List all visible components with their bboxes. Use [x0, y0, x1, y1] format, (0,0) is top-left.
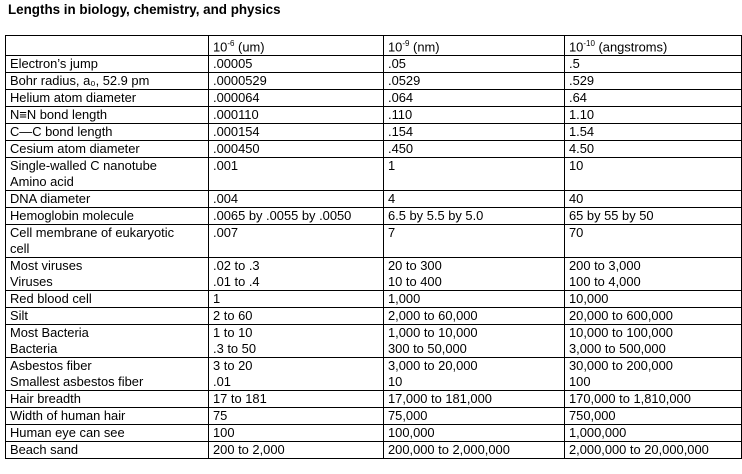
- cell-text: .02 to .3: [213, 258, 260, 274]
- cell-text: 65 by 55 by 50: [569, 208, 654, 224]
- nanometer-cell: [384, 358, 565, 391]
- nanometer-cell: [384, 107, 565, 124]
- cell-text: 3,000 to 20,000: [388, 358, 478, 374]
- cell-text: 4: [388, 191, 396, 207]
- nanometer-cell: [384, 425, 565, 442]
- angstrom-cell: [565, 90, 742, 107]
- cell-text: 4.50: [569, 141, 595, 157]
- label-cell: [6, 425, 209, 442]
- micrometer-cell: [209, 191, 384, 208]
- unit-base: 10: [213, 39, 228, 55]
- cell-text: .01 to .4: [213, 274, 260, 290]
- cell-text: 2,000,000 to 20,000,000: [569, 442, 709, 458]
- cell-text: .00005: [213, 56, 253, 72]
- cell-text: 1,000: [388, 291, 421, 307]
- header-cell-angstroms: [565, 36, 742, 56]
- cell-text: .529: [569, 73, 595, 89]
- label-cell: [6, 124, 209, 141]
- cell-text: 70: [569, 225, 584, 241]
- cell-text: Hemoglobin molecule: [10, 208, 134, 224]
- nanometer-cell: [384, 442, 565, 459]
- cell-text: .0000529: [213, 73, 267, 89]
- cell-text: 1.10: [569, 107, 595, 123]
- micrometer-cell: [209, 141, 384, 158]
- micrometer-cell: [209, 107, 384, 124]
- angstrom-cell: [565, 208, 742, 225]
- cell-text: .0065 by .0055 by .0050: [213, 208, 352, 224]
- label-cell: [6, 358, 209, 391]
- micrometer-cell: [209, 56, 384, 73]
- cell-text: N≡N bond length: [10, 107, 108, 123]
- cell-text: 3,000 to 500,000: [569, 341, 666, 357]
- unit-name: (um): [234, 39, 265, 55]
- micrometer-cell: [209, 124, 384, 141]
- cell-text: Single-walled C nanotube: [10, 158, 157, 174]
- lengths-table: [5, 35, 742, 459]
- angstrom-cell: [565, 258, 742, 291]
- cell-text: 10: [388, 374, 403, 390]
- cell-text: .007: [213, 225, 239, 241]
- nanometer-cell: [384, 124, 565, 141]
- cell-text: 170,000 to 1,810,000: [569, 391, 691, 407]
- cell-text: cell: [10, 241, 30, 257]
- angstrom-cell: [565, 56, 742, 73]
- cell-text: .000064: [213, 90, 260, 106]
- angstrom-cell: [565, 73, 742, 90]
- table-row: [6, 191, 742, 208]
- cell-text: 6.5 by 5.5 by 5.0: [388, 208, 484, 224]
- cell-text: 100,000: [388, 425, 435, 441]
- angstrom-cell: [565, 358, 742, 391]
- cell-text: 200 to 2,000: [213, 442, 285, 458]
- cell-text: .000154: [213, 124, 260, 140]
- micrometer-cell: [209, 442, 384, 459]
- micrometer-cell: [209, 308, 384, 325]
- cell-text: .01: [213, 374, 231, 390]
- table-row: [6, 291, 742, 308]
- cell-text: Bohr radius, a₀, 52.9 pm: [10, 73, 150, 89]
- cell-text: .05: [388, 56, 406, 72]
- cell-text: Most Bacteria: [10, 325, 89, 341]
- angstrom-cell: [565, 158, 742, 191]
- cell-text: Red blood cell: [10, 291, 92, 307]
- label-cell: [6, 141, 209, 158]
- angstrom-cell: [565, 442, 742, 459]
- cell-text: .154: [388, 124, 414, 140]
- cell-text: 40: [569, 191, 584, 207]
- cell-text: Smallest asbestos fiber: [10, 374, 144, 390]
- table-row: [6, 124, 742, 141]
- table-row: [6, 73, 742, 90]
- angstrom-cell: [565, 425, 742, 442]
- label-cell: [6, 291, 209, 308]
- table-row: [6, 225, 742, 258]
- label-cell: [6, 225, 209, 258]
- table-row: [6, 208, 742, 225]
- unit-exponent: -10: [583, 39, 595, 48]
- cell-text: Bacteria: [10, 341, 58, 357]
- cell-text: .000450: [213, 141, 260, 157]
- micrometer-cell: [209, 258, 384, 291]
- cell-text: Cell membrane of eukaryotic: [10, 225, 175, 241]
- cell-text: Amino acid: [10, 174, 74, 190]
- unit-exponent: -6: [227, 39, 235, 48]
- nanometer-cell: [384, 308, 565, 325]
- cell-text: 100: [213, 425, 235, 441]
- cell-text: 20 to 300: [388, 258, 442, 274]
- label-cell: [6, 158, 209, 191]
- label-cell: [6, 442, 209, 459]
- cell-text: C—C bond length: [10, 124, 113, 140]
- cell-text: 1: [388, 158, 396, 174]
- cell-text: Beach sand: [10, 442, 79, 458]
- angstrom-cell: [565, 391, 742, 408]
- cell-text: 750,000: [569, 408, 616, 424]
- cell-text: 2 to 60: [213, 308, 253, 324]
- angstrom-cell: [565, 408, 742, 425]
- nanometer-cell: [384, 191, 565, 208]
- table-row: [6, 358, 742, 391]
- cell-text: 200,000 to 2,000,000: [388, 442, 510, 458]
- table-row: [6, 308, 742, 325]
- micrometer-cell: [209, 358, 384, 391]
- unit-exponent: -9: [402, 39, 410, 48]
- nanometer-cell: [384, 90, 565, 107]
- table-row: [6, 391, 742, 408]
- cell-text: .0529: [388, 73, 421, 89]
- table-row: [6, 107, 742, 124]
- cell-text: 17,000 to 181,000: [388, 391, 492, 407]
- label-cell: [6, 73, 209, 90]
- table-row: [6, 325, 742, 358]
- label-cell: [6, 391, 209, 408]
- micrometer-cell: [209, 158, 384, 191]
- cell-text: 10 to 400: [388, 274, 442, 290]
- label-cell: [6, 107, 209, 124]
- cell-text: 7: [388, 225, 396, 241]
- cell-text: 3 to 20: [213, 358, 253, 374]
- header-cell-um: [209, 36, 384, 56]
- cell-text: 200 to 3,000: [569, 258, 641, 274]
- unit-name: (angstroms): [594, 39, 668, 55]
- label-cell: [6, 90, 209, 107]
- cell-text: 10: [569, 158, 584, 174]
- micrometer-cell: [209, 73, 384, 90]
- cell-text: DNA diameter: [10, 191, 91, 207]
- cell-text: Helium atom diameter: [10, 90, 137, 106]
- document-title: Lengths in biology, chemistry, and physics: [8, 2, 281, 17]
- cell-text: 100 to 4,000: [569, 274, 641, 290]
- nanometer-cell: [384, 325, 565, 358]
- table-row: [6, 141, 742, 158]
- cell-text: 30,000 to 200,000: [569, 358, 673, 374]
- cell-text: 10,000 to 100,000: [569, 325, 673, 341]
- cell-text: 10,000: [569, 291, 609, 307]
- table-row: [6, 56, 742, 73]
- cell-text: Human eye can see: [10, 425, 125, 441]
- header-row: [6, 36, 742, 56]
- cell-text: Width of human hair: [10, 408, 126, 424]
- label-cell: [6, 191, 209, 208]
- table-row: [6, 442, 742, 459]
- unit-base: 10: [388, 39, 403, 55]
- nanometer-cell: [384, 225, 565, 258]
- angstrom-cell: [565, 308, 742, 325]
- cell-text: Asbestos fiber: [10, 358, 92, 374]
- micrometer-cell: [209, 391, 384, 408]
- angstrom-cell: [565, 191, 742, 208]
- nanometer-cell: [384, 73, 565, 90]
- cell-text: .004: [213, 191, 239, 207]
- table-body: [6, 56, 742, 459]
- cell-text: 300 to 50,000: [388, 341, 467, 357]
- nanometer-cell: [384, 141, 565, 158]
- nanometer-cell: [384, 291, 565, 308]
- table-row: [6, 158, 742, 191]
- cell-text: .000110: [213, 107, 259, 123]
- label-cell: [6, 325, 209, 358]
- micrometer-cell: [209, 90, 384, 107]
- table-row: [6, 258, 742, 291]
- cell-text: .3 to 50: [213, 341, 257, 357]
- cell-text: 20,000 to 600,000: [569, 308, 673, 324]
- cell-text: 17 to 181: [213, 391, 267, 407]
- cell-text: Hair breadth: [10, 391, 81, 407]
- nanometer-cell: [384, 56, 565, 73]
- label-cell: [6, 56, 209, 73]
- label-cell: [6, 408, 209, 425]
- unit-base: 10: [569, 39, 584, 55]
- cell-text: 1.54: [569, 124, 595, 140]
- nanometer-cell: [384, 391, 565, 408]
- nanometer-cell: [384, 208, 565, 225]
- header-cell-label: [6, 36, 209, 56]
- micrometer-cell: [209, 208, 384, 225]
- label-cell: [6, 308, 209, 325]
- cell-text: .64: [569, 90, 587, 106]
- cell-text: 2,000 to 60,000: [388, 308, 478, 324]
- cell-text: 1,000,000: [569, 425, 627, 441]
- angstrom-cell: [565, 107, 742, 124]
- label-cell: [6, 258, 209, 291]
- cell-text: .001: [213, 158, 239, 174]
- angstrom-cell: [565, 325, 742, 358]
- nanometer-cell: [384, 408, 565, 425]
- micrometer-cell: [209, 291, 384, 308]
- label-cell: [6, 208, 209, 225]
- cell-text: 1: [213, 291, 221, 307]
- angstrom-cell: [565, 141, 742, 158]
- angstrom-cell: [565, 291, 742, 308]
- nanometer-cell: [384, 158, 565, 191]
- angstrom-cell: [565, 225, 742, 258]
- cell-text: .5: [569, 56, 580, 72]
- table-row: [6, 408, 742, 425]
- cell-text: Most viruses: [10, 258, 83, 274]
- cell-text: 100: [569, 374, 591, 390]
- table-row: [6, 425, 742, 442]
- micrometer-cell: [209, 425, 384, 442]
- cell-text: Viruses: [10, 274, 53, 290]
- cell-text: 1 to 10: [213, 325, 253, 341]
- header-cell-nm: [384, 36, 565, 56]
- nanometer-cell: [384, 258, 565, 291]
- cell-text: 1,000 to 10,000: [388, 325, 478, 341]
- micrometer-cell: [209, 408, 384, 425]
- micrometer-cell: [209, 225, 384, 258]
- cell-text: Silt: [10, 308, 28, 324]
- cell-text: .110: [388, 107, 413, 123]
- micrometer-cell: [209, 325, 384, 358]
- cell-text: Cesium atom diameter: [10, 141, 140, 157]
- cell-text: Electron’s jump: [10, 56, 98, 72]
- cell-text: .064: [388, 90, 414, 106]
- cell-text: 75: [213, 408, 228, 424]
- unit-name: (nm): [409, 39, 440, 55]
- table-row: [6, 90, 742, 107]
- cell-text: 75,000: [388, 408, 428, 424]
- cell-text: .450: [388, 141, 414, 157]
- angstrom-cell: [565, 124, 742, 141]
